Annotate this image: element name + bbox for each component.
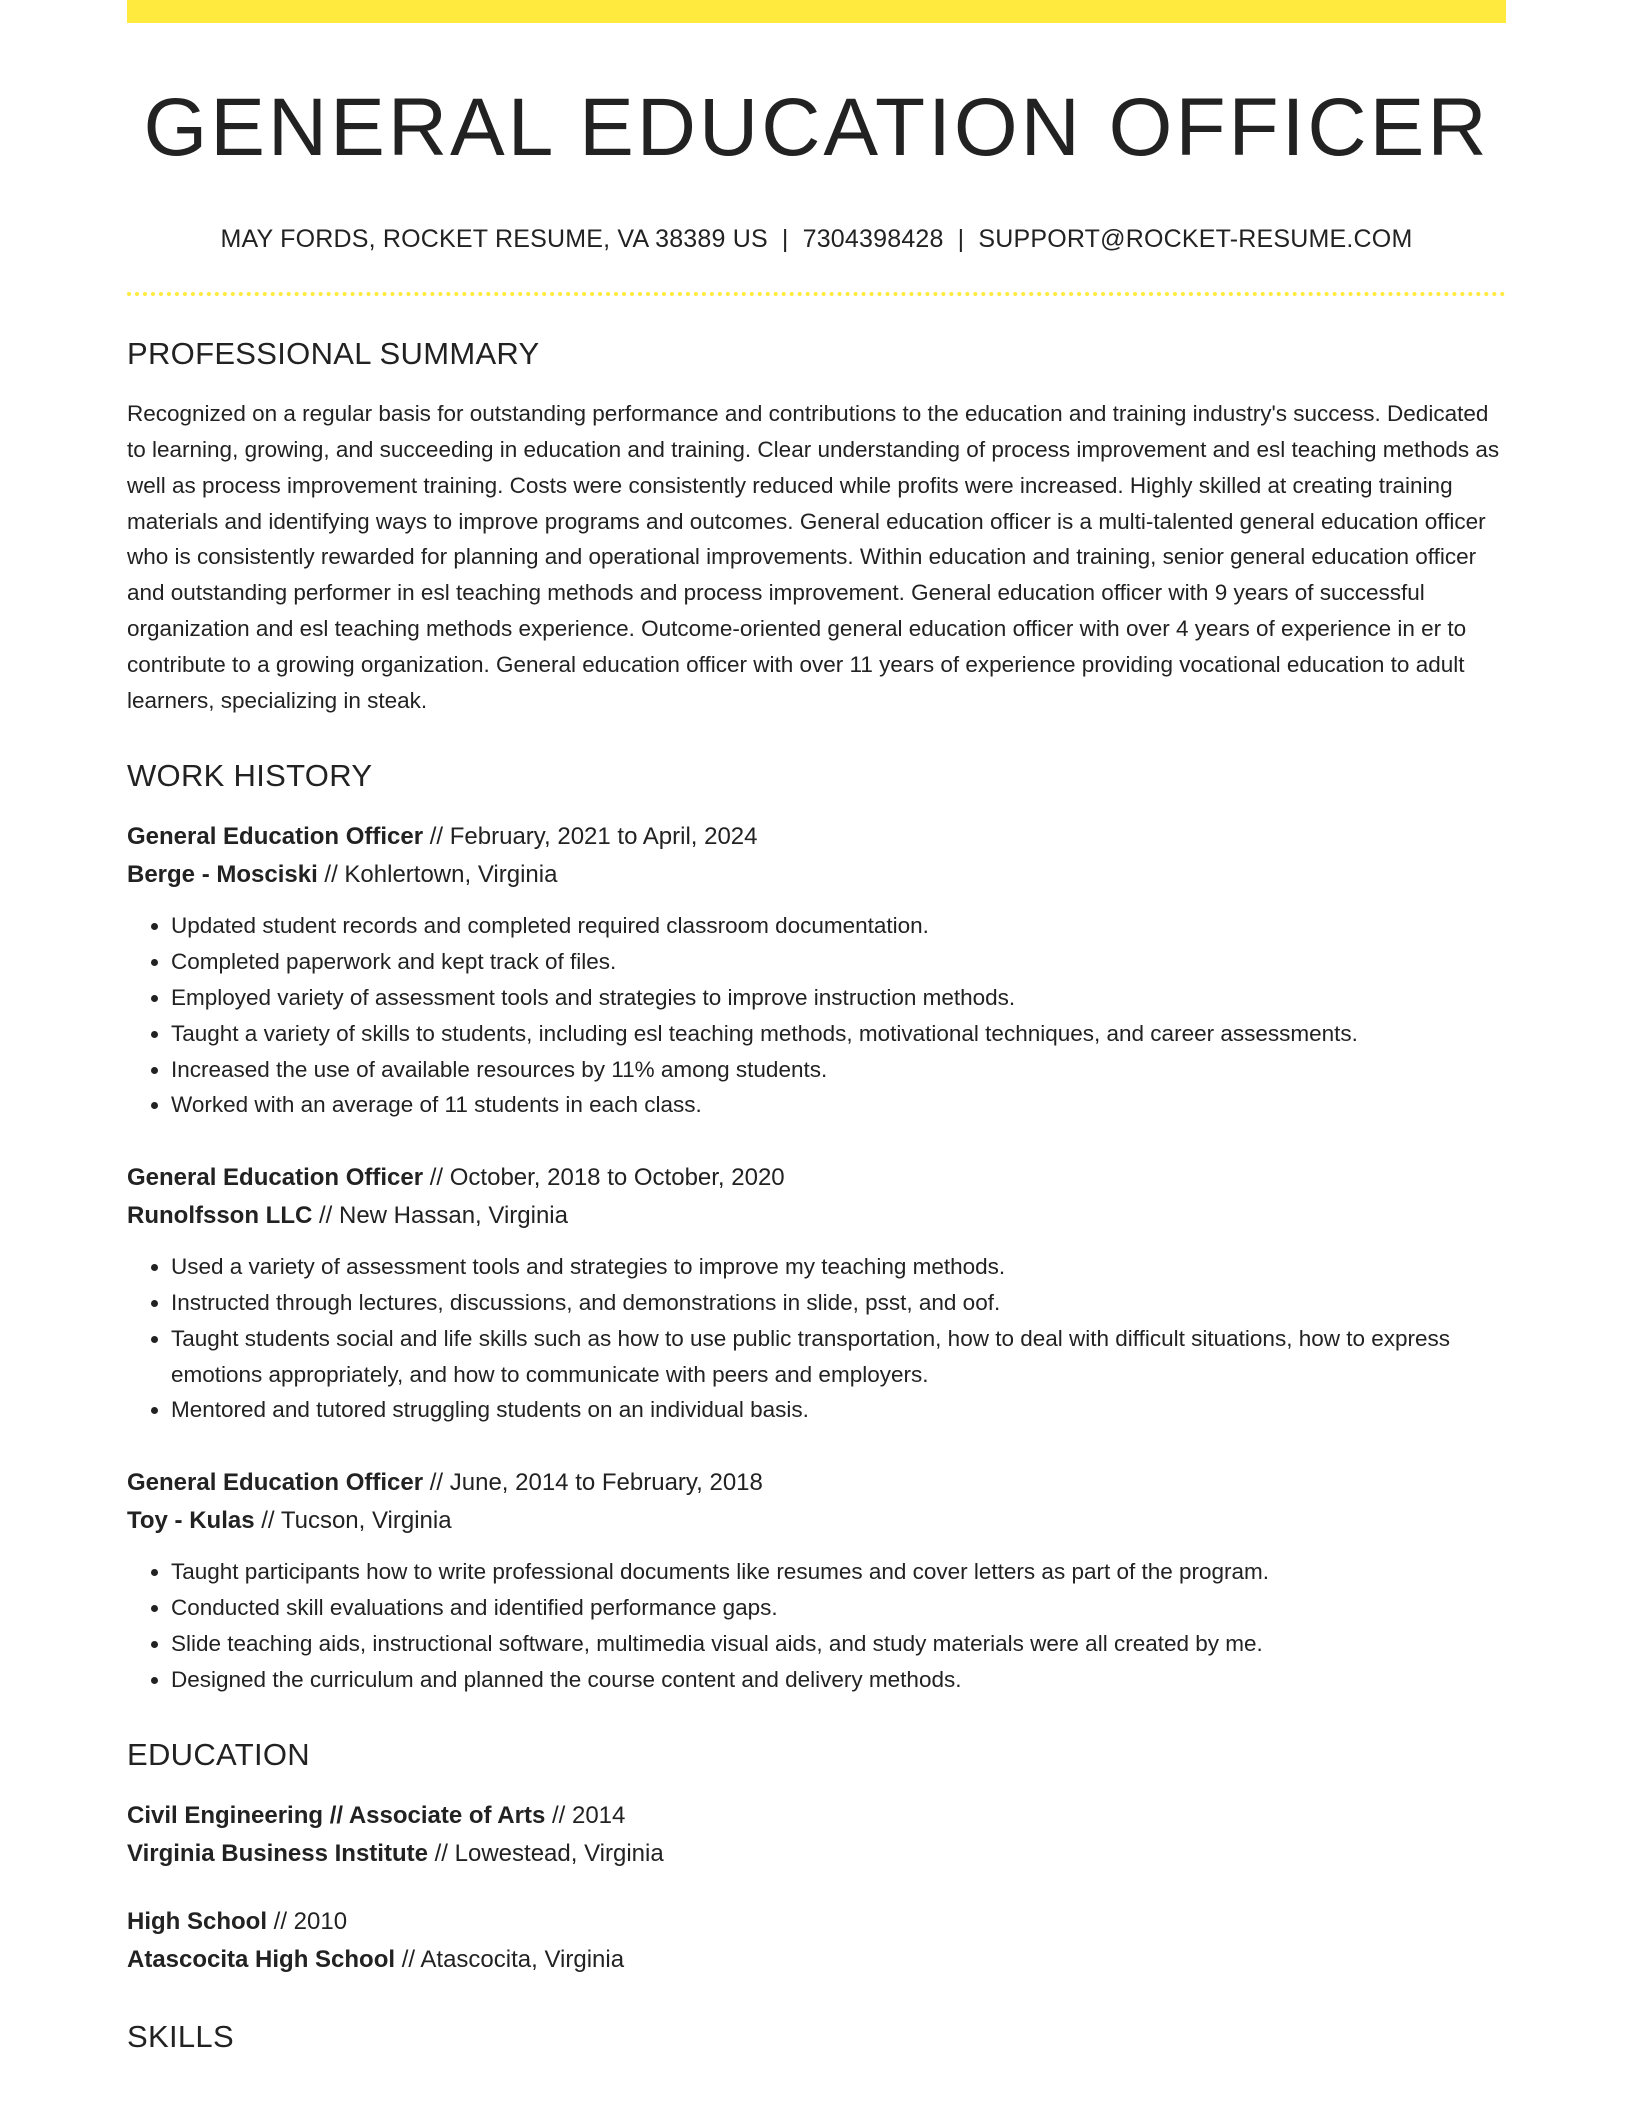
job-role: General Education Officer <box>127 1164 424 1192</box>
job-bullets <box>127 1249 1506 1428</box>
contact-separator: | <box>957 225 965 254</box>
list-item: • Employed variety of assessment tools and strategies to improve instruction methods. <box>171 980 1506 1016</box>
job-role-line <box>127 818 1506 856</box>
contact-separator: | <box>781 225 789 254</box>
job-location: // New Hassan, Virginia <box>318 1202 568 1230</box>
education-location: // Atascocita, Virginia <box>401 1946 625 1974</box>
summary-text: Recognized on a regular basis for outstanding performance and contributions to the education and training industry's success. Dedicated to learning, growing, and succeeding in education and training. Clear understanding of process improvement and esl teaching methods as well as process improvement training. Costs were consistently reduced while profits were increased. Highly skilled at creating training materials and identifying ways to improve programs and outcomes. General education officer is a multi-talented general education officer who is consistently rewarded for planning and operational improvements. Within education and training, senior general education officer and outstanding performer in esl teaching methods and process improvement. General education officer with 9 years of successful organization and esl teaching methods experience. Outcome-oriented general education officer with over 4 years of experience in er to contribute to a growing organization. General education officer with over 11 years of experience providing vocational education to adult learners, specializing in steak. <box>127 401 1500 713</box>
section-title-education: EDUCATION <box>127 1737 310 1773</box>
job-dates: // February, 2021 to April, 2024 <box>429 823 758 851</box>
contact-phone: 7304398428 <box>802 225 944 254</box>
education-degree-line <box>127 1903 1506 1941</box>
resume-name: GENERAL EDUCATION OFFICER <box>143 82 1490 173</box>
job-dates: // October, 2018 to October, 2020 <box>429 1164 785 1192</box>
section-title-summary: PROFESSIONAL SUMMARY <box>127 336 540 372</box>
job-role-line <box>127 1159 1506 1197</box>
education-location: // Lowestead, Virginia <box>434 1840 664 1868</box>
list-item: • Designed the curriculum and planned the course content and delivery methods. <box>171 1662 1506 1698</box>
job-dates: // June, 2014 to February, 2018 <box>429 1469 763 1497</box>
education-year: // 2014 <box>551 1802 626 1830</box>
education-school: Atascocita High School <box>127 1946 396 1974</box>
list-item: • Taught a variety of skills to students, including esl teaching methods, motivational techniques, and career assessments. <box>171 1016 1506 1052</box>
education-year: // 2010 <box>273 1908 348 1936</box>
contact-email: SUPPORT@ROCKET-RESUME.COM <box>978 225 1413 254</box>
contact-address: MAY FORDS, ROCKET RESUME, VA 38389 US <box>220 225 768 254</box>
education-degree: Civil Engineering // Associate of Arts <box>127 1802 546 1830</box>
list-item: • Updated student records and completed required classroom documentation. <box>171 908 1506 944</box>
education-school-line <box>127 1941 1506 1979</box>
job-role: General Education Officer <box>127 1469 424 1497</box>
education-school-line <box>127 1835 1506 1873</box>
list-item: • Conducted skill evaluations and identified performance gaps. <box>171 1590 1506 1626</box>
list-item: • Slide teaching aids, instructional software, multimedia visual aids, and study materials were all created by me. <box>171 1626 1506 1662</box>
list-item: • Taught students social and life skills such as how to use public transportation, how to deal with difficult situations, how to express emotions appropriately, and how to communicate with peers and employers. <box>171 1321 1506 1393</box>
job-company: Berge - Mosciski <box>127 861 318 889</box>
education-entry <box>127 1797 1506 1873</box>
list-item: • Used a variety of assessment tools and strategies to improve my teaching methods. <box>171 1249 1506 1285</box>
list-item: • Instructed through lectures, discussions, and demonstrations in slide, psst, and oof. <box>171 1285 1506 1321</box>
education-school: Virginia Business Institute <box>127 1840 428 1868</box>
education-degree-line <box>127 1797 1506 1835</box>
job-bullets <box>127 908 1506 1123</box>
list-item: • Mentored and tutored struggling students on an individual basis. <box>171 1392 1506 1428</box>
job-company: Runolfsson LLC <box>127 1202 313 1230</box>
section-title-skills: SKILLS <box>127 2019 234 2055</box>
job-location: // Tucson, Virginia <box>261 1507 452 1535</box>
job-role: General Education Officer <box>127 823 424 851</box>
section-title-work: WORK HISTORY <box>127 758 373 794</box>
list-item: • Worked with an average of 11 students in each class. <box>171 1087 1506 1123</box>
education-entry <box>127 1903 1506 1979</box>
job-location: // Kohlertown, Virginia <box>324 861 558 889</box>
job-entry <box>127 818 1506 1123</box>
job-company-line <box>127 856 1506 894</box>
education-degree: High School <box>127 1908 267 1936</box>
job-company-line <box>127 1502 1506 1540</box>
dotted-divider <box>127 292 1506 296</box>
contact-line <box>127 225 1506 254</box>
job-entry <box>127 1464 1506 1697</box>
job-bullets <box>127 1554 1506 1697</box>
job-entry <box>127 1159 1506 1428</box>
list-item: • Increased the use of available resources by 11% among students. <box>171 1052 1506 1088</box>
job-role-line <box>127 1464 1506 1502</box>
job-company-line <box>127 1197 1506 1235</box>
job-company: Toy - Kulas <box>127 1507 255 1535</box>
top-accent-bar <box>127 0 1506 23</box>
list-item: • Completed paperwork and kept track of files. <box>171 944 1506 980</box>
list-item: • Taught participants how to write professional documents like resumes and cover letters as part of the program. <box>171 1554 1506 1590</box>
